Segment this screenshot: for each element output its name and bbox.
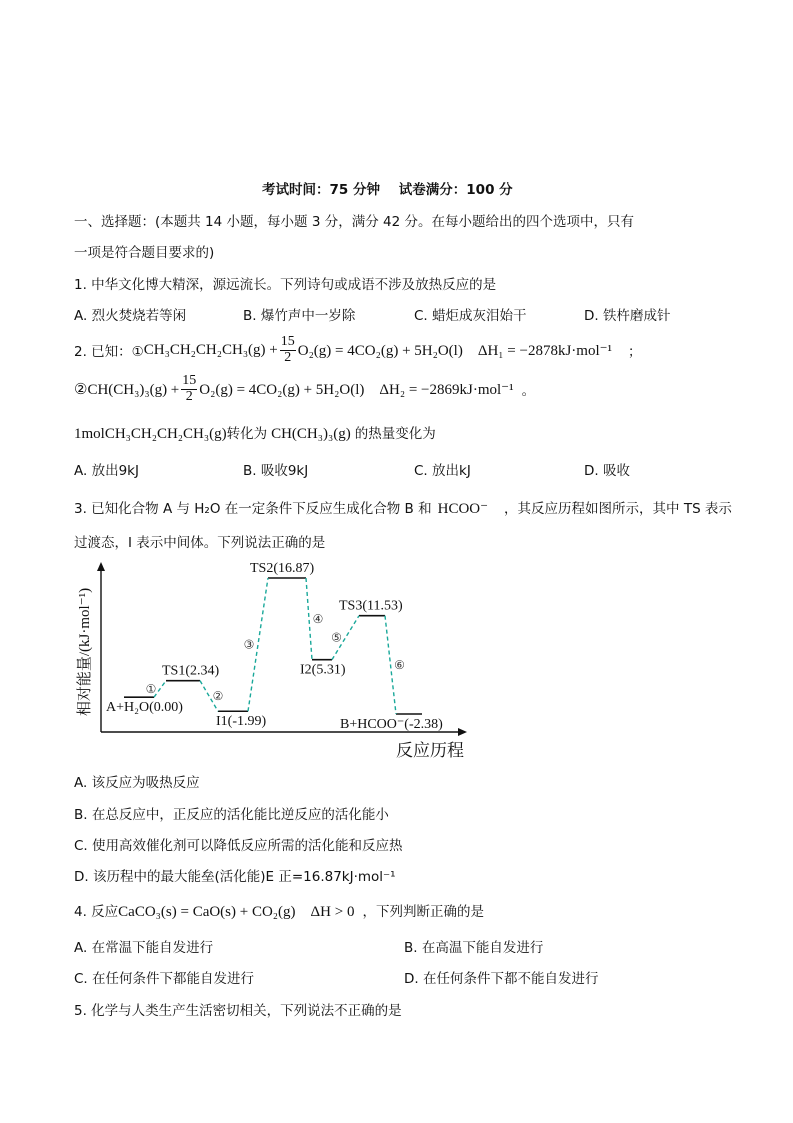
q2-eq2-left: ②CH(CH₃)₃(g) + [74,381,180,398]
q2-eq2-right: O₂(g) = 4CO₂(g) + 5H₂O(l) ΔH₂ = −2869kJ·mol⁻¹ [199,381,514,398]
q4-option-a: A. 在常温下能自发进行 [74,940,214,956]
state-label-4: TS2(16.87) [250,561,315,576]
state-label-6: TS3(11.53) [339,598,403,614]
q2-eq1-frac-den: 2 [284,349,292,365]
q2-eq2-frac-den: 2 [185,388,193,404]
q4-option-d: D. 在任何条件下都不能自发进行 [404,971,599,987]
step-marker-1: ① [145,681,157,696]
q2-eq1-right: O₂(g) = 4CO₂(g) + 5H₂O(l) ΔH₁ = −2878kJ·mol⁻¹ [297,342,613,359]
exam-info: 考试时间：75 分钟 试卷满分：100 分 [262,182,513,198]
q2-option-c: C. 放出kJ [414,463,471,479]
y-axis-arrow [97,562,105,571]
q2-stem [74,422,436,443]
q3-stem-line1a: 3. 已知化合物 A 与 H₂O 在一定条件下反应生成化合物 B 和 [74,501,432,517]
q3-option-c: C. 使用高效催化剂可以降低反应所需的活化能和反应热 [74,838,403,854]
q2-equation-2 [74,370,535,408]
state-label-1: A+H₂O(0.00) [106,700,183,716]
q2-prefix: 2. 已知：① [74,344,144,360]
q2-stem-part2: 转化为 [226,426,268,442]
energy-profile-diagram [72,560,472,765]
q5-stem: 5. 化学与人类生产生活密切相关，下列说法不正确的是 [74,1003,402,1019]
q4-option-b: B. 在高温下能自发进行 [404,940,544,956]
q4-option-c: C. 在任何条件下都能自发进行 [74,971,255,987]
q3-stem-hcoo: HCOO⁻ [437,501,489,517]
q2-equation-1 [74,331,642,369]
q2-eq2-fraction [181,374,197,404]
q4-stem [74,900,484,921]
q3-stem-line1c: ，其反应历程如图所示，其中 TS 表示 [504,501,732,517]
q3-stem-line2: 过渡态，I 表示中间体。下列说法正确的是 [74,535,326,551]
state-label-3: I1(-1.99) [216,714,267,730]
x-axis-arrow [458,728,467,736]
q3-option-d: D. 该历程中的最大能垒(活化能)E 正=16.87kJ·mol⁻¹ [74,869,396,885]
state-label-5: I2(5.31) [300,662,346,678]
q3-stem-line1 [74,497,732,518]
q2-eq1-end: ； [628,344,642,360]
q4-stem-a: 4. 反应 [74,904,119,920]
q2-eq1-frac-num: 15 [280,333,295,349]
q2-eq1-fraction [280,335,296,365]
q3-option-a: A. 该反应为吸热反应 [74,775,200,791]
section-title-line1: 一、选择题：(本题共 14 小题，每小题 3 分，满分 42 分。在每小题给出的四个选项中，只有 [74,214,634,230]
transition-line-4 [306,578,312,660]
q1-option-c: C. 蜡炬成灰泪始干 [414,308,527,324]
y-axis-label: 相对能量/(kJ·mol⁻¹) [77,587,93,717]
step-marker-5: ⑤ [331,630,342,645]
q3-option-b: B. 在总反应中，正反应的活化能比逆反应的活化能小 [74,807,389,823]
section-title-line2: 一项是符合题目要求的) [74,245,215,261]
step-marker-2: ② [212,688,224,703]
q1-stem: 1. 中华文化博大精深，源远流长。下列诗句或成语不涉及放热反应的是 [74,277,497,293]
step-marker-4: ④ [312,611,324,626]
q2-eq2-frac-num: 15 [182,372,197,388]
step-marker-6: ⑥ [394,657,405,672]
q2-eq2-end: 。 [521,383,536,399]
q2-option-b: B. 吸收9kJ [243,463,309,479]
q2-eq1-left: CH₃CH₂CH₂CH₃(g) + [143,341,278,358]
q1-option-a: A. 烈火焚烧若等闲 [74,308,187,324]
state-label-2: TS1(2.34) [162,663,220,679]
q2-option-d: D. 吸收 [584,463,630,479]
q4-equation: CaCO₃(s) = CaO(s) + CO₂(g) ΔH > 0 [118,904,355,920]
state-label-7: B+HCOO⁻(-2.38) [340,717,443,732]
q2-stem-part4: 的热量变化为 [354,426,436,442]
x-axis-label: 反应历程 [396,741,464,760]
q1-option-b: B. 爆竹声中一岁除 [243,308,356,324]
q2-stem-part1: 1molCH₃CH₂CH₂CH₃(g) [74,426,227,442]
q4-stem-b: ，下列判断正确的是 [362,904,484,920]
q1-option-d: D. 铁杵磨成针 [584,308,671,324]
step-marker-3: ③ [243,637,255,652]
q2-stem-part3: CH(CH₃)₃(g) [271,426,351,442]
q2-option-a: A. 放出9kJ [74,463,139,479]
